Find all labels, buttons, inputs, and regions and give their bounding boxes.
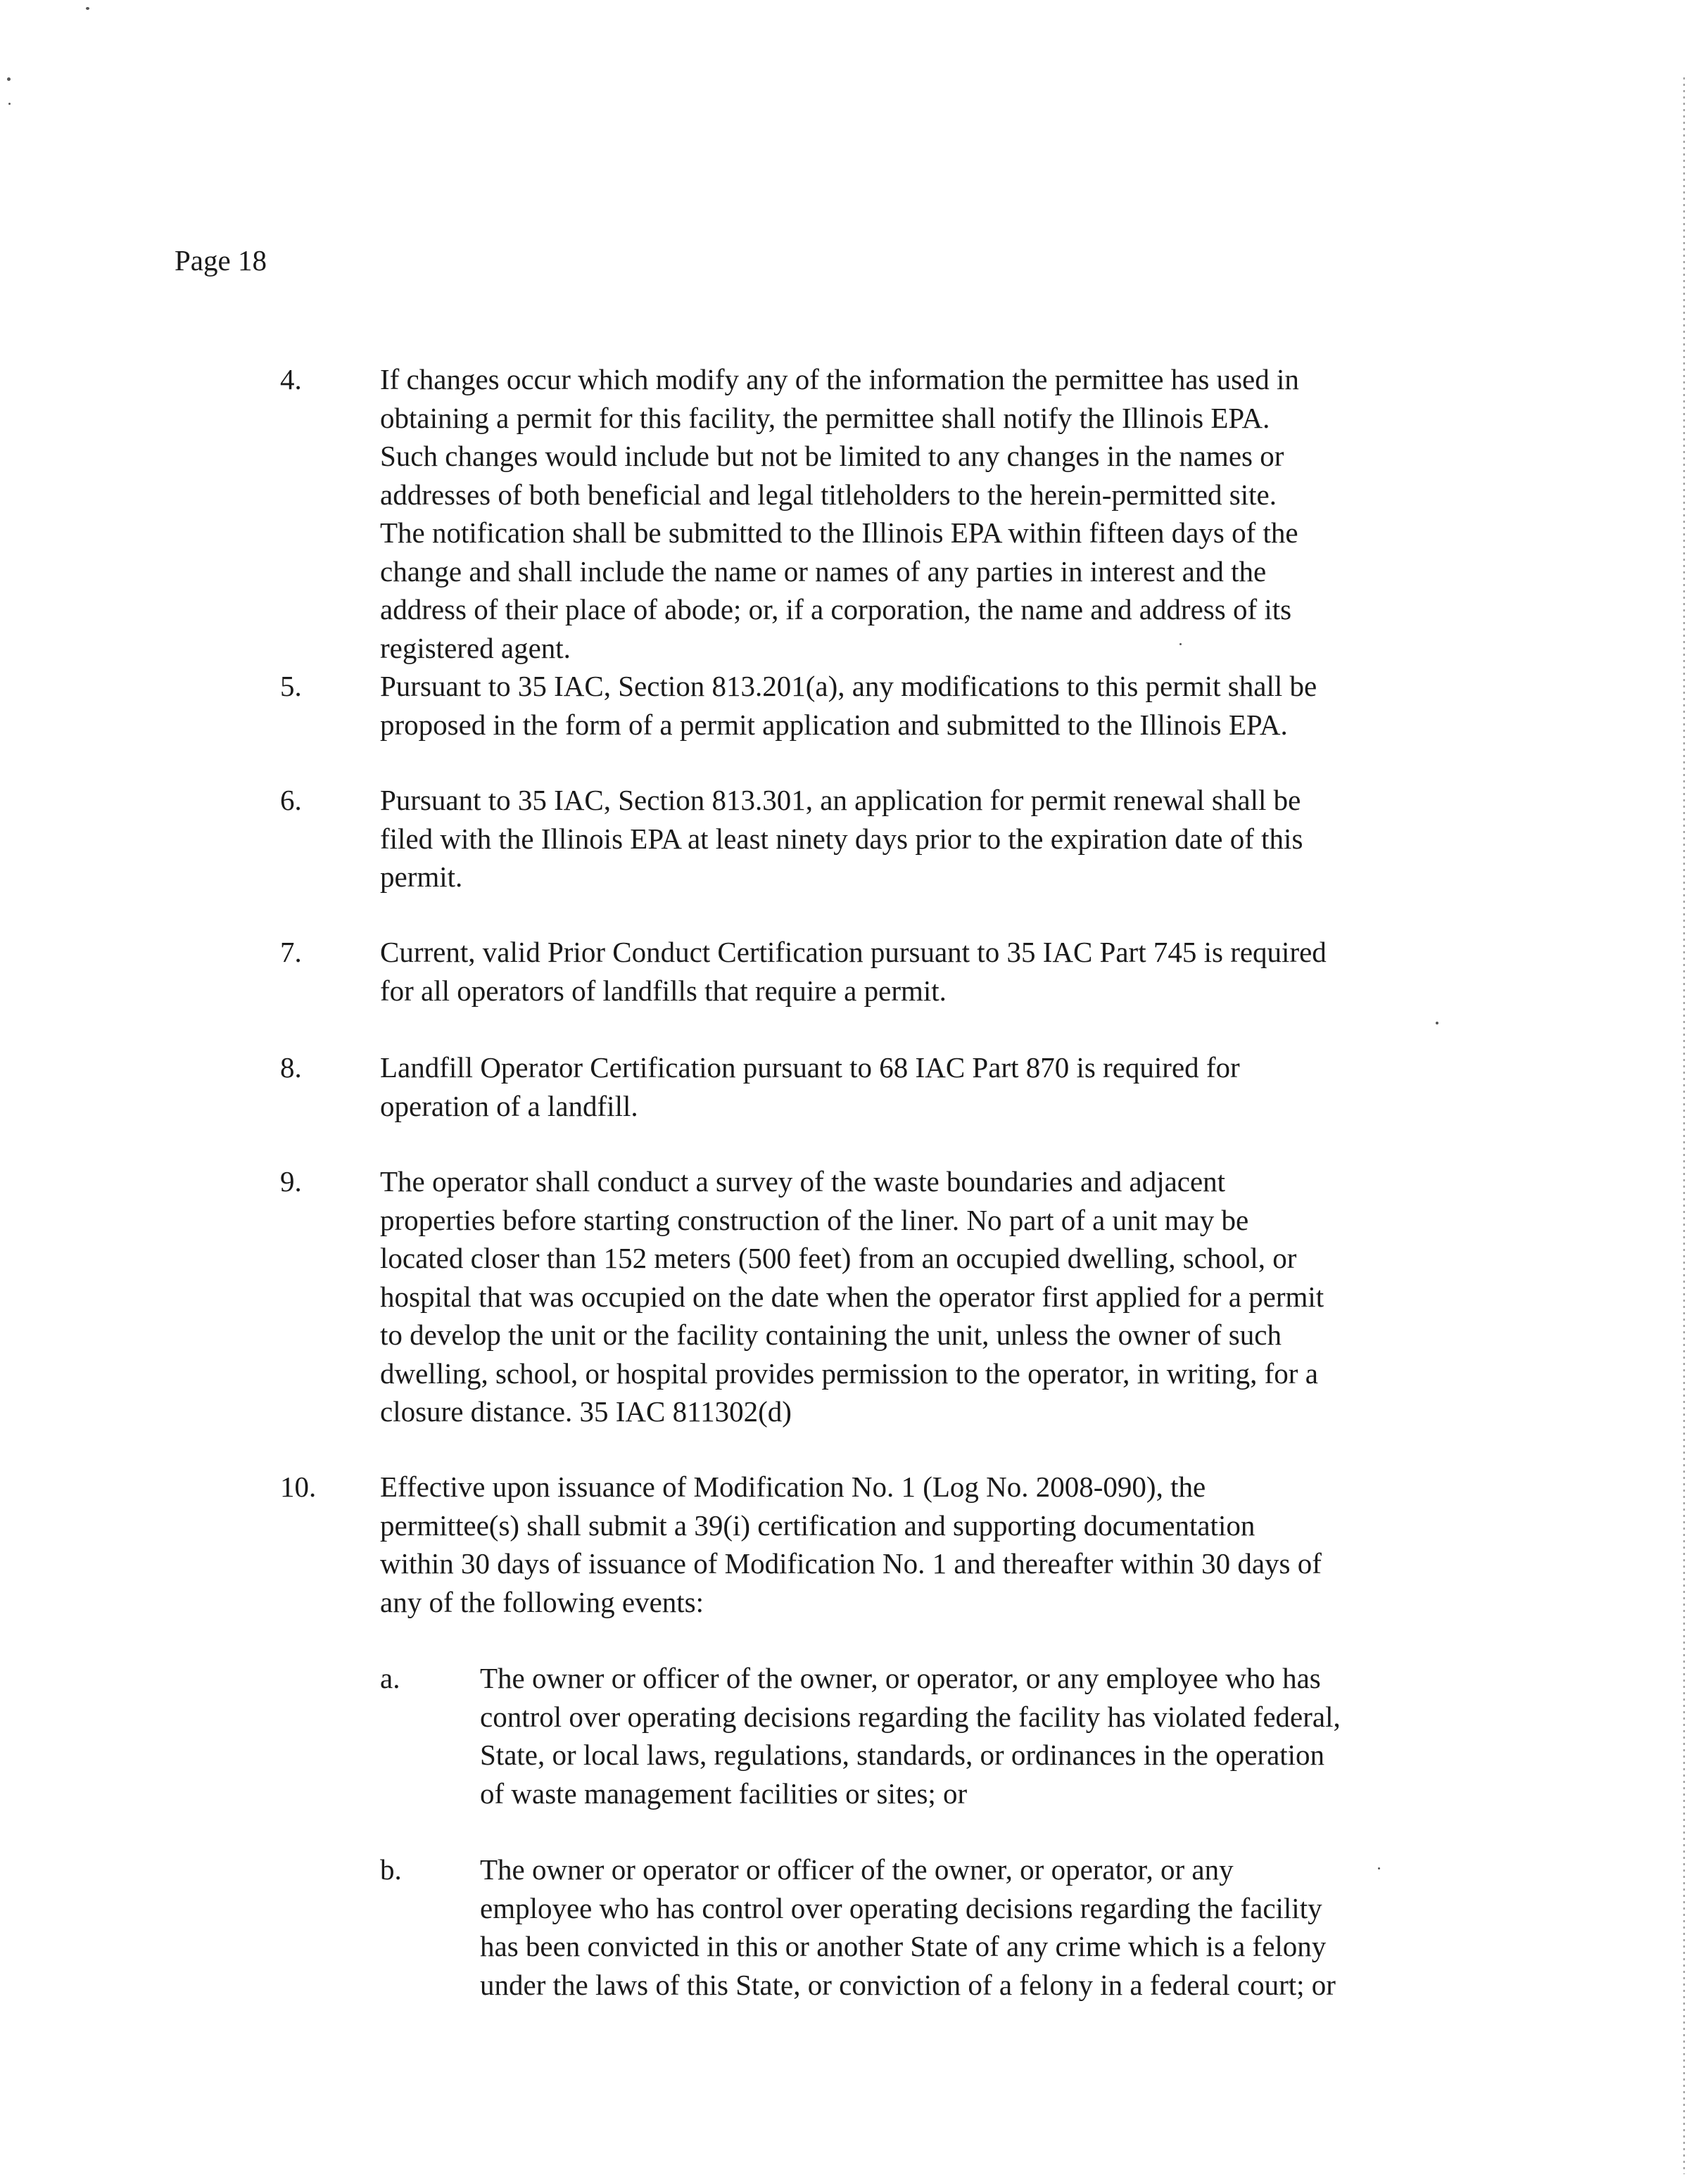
text-line: Such changes would include but not be limited to any changes in the names or [380,440,1284,472]
scan-speck [1436,1022,1438,1024]
subcondition-letter: b. [380,1853,402,1886]
text-line: change and shall include the name or names of any parties in interest and the [380,554,1267,588]
subcondition-text [480,1659,1493,1812]
scan-edge-artifact [1683,77,1685,2174]
text-line: within 30 days of issuance of Modification No. 1 and thereafter within 30 days of [380,1547,1322,1580]
text-line: Effective upon issuance of Modification No. 1 (Log No. 2008-090), the [380,1471,1206,1503]
text-line: dwelling, school, or hospital provides permission to the operator, in writing, for a [380,1357,1318,1390]
text-line: of waste management facilities or sites; or [480,1777,968,1810]
condition-text [380,1048,1506,1125]
text-line: proposed in the form of a permit application and submitted to the Illinois EPA. [380,708,1288,741]
scan-speck [7,77,11,81]
condition-text [380,1468,1506,1621]
condition-text [380,360,1506,667]
condition-number: 6. [280,784,302,816]
text-line: address of their place of abode; or, if a corporation, the name and address of its [380,593,1292,626]
text-line: addresses of both beneficial and legal titleholders to the herein-permitted site. [380,478,1277,511]
condition-number: 7. [280,936,302,968]
text-line: has been convicted in this or another State of any crime which is a felony [480,1930,1327,1962]
text-line: registered agent. [380,631,571,664]
condition-number: 5. [280,670,302,702]
scan-speck [86,7,89,10]
text-line: to develop the unit or the facility containing the unit, unless the owner of such [380,1319,1282,1351]
text-line: permittee(s) shall submit a 39(i) certification and supporting documentation [380,1509,1255,1542]
condition-number: 8. [280,1051,302,1084]
condition-number: 10. [280,1471,317,1503]
text-line: Current, valid Prior Conduct Certification pursuant to 35 IAC Part 745 is required [380,936,1327,968]
text-line: employee who has control over operating decisions regarding the facility [480,1891,1322,1924]
text-line: under the laws of this State, or conviction of a felony in a federal court; or [480,1968,1336,2001]
page-number: Page 18 [175,244,267,277]
scan-speck [8,103,11,105]
text-line: control over operating decisions regarding the facility has violated federal, [480,1700,1341,1733]
text-line: permit. [380,861,463,893]
text-line: any of the following events: [380,1585,704,1618]
text-line: The notification shall be submitted to the Illinois EPA within fifteen days of the [380,516,1298,549]
subcondition-text [480,1850,1493,2004]
condition-text [380,933,1506,1010]
condition-number: 9. [280,1165,302,1198]
text-line: If changes occur which modify any of the information the permittee has used in [380,363,1299,395]
text-line: closure distance. 35 IAC 811302(d) [380,1395,792,1428]
text-line: The owner or operator or officer of the owner, or operator, or any [480,1853,1234,1886]
text-line: filed with the Illinois EPA at least ninety days prior to the expiration date of this [380,822,1303,855]
text-line: hospital that was occupied on the date when the operator first applied for a permit [380,1280,1324,1313]
text-line: located closer than 152 meters (500 feet) from an occupied dwelling, school, or [380,1242,1297,1274]
text-line: Landfill Operator Certification pursuant to 68 IAC Part 870 is required for [380,1051,1240,1084]
text-line: obtaining a permit for this facility, the permittee shall notify the Illinois EPA. [380,401,1270,434]
condition-text [380,781,1506,896]
text-line: properties before starting construction of the liner. No part of a unit may be [380,1203,1249,1236]
text-line: Pursuant to 35 IAC, Section 813.201(a), any modifications to this permit shall be [380,670,1317,702]
text-line: The operator shall conduct a survey of the waste boundaries and adjacent [380,1165,1226,1198]
text-line: Pursuant to 35 IAC, Section 813.301, an application for permit renewal shall be [380,784,1301,816]
text-line: State, or local laws, regulations, standards, or ordinances in the operation [480,1739,1325,1771]
text-line: The owner or officer of the owner, or operator, or any employee who has [480,1662,1321,1694]
text-line: operation of a landfill. [380,1089,638,1122]
condition-text [380,667,1506,744]
condition-text [380,1162,1506,1431]
subcondition-letter: a. [380,1662,400,1694]
text-line: for all operators of landfills that require a permit. [380,974,947,1007]
condition-number: 4. [280,363,302,395]
